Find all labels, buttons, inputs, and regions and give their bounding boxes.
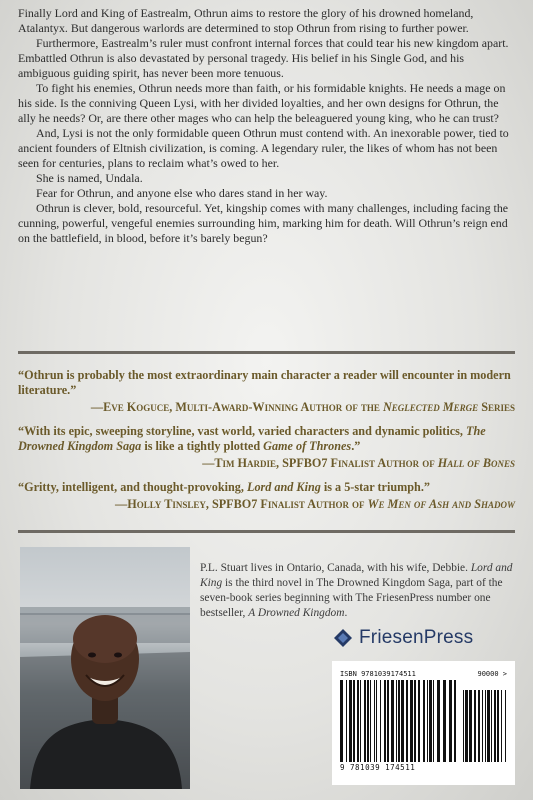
attribution-title: We Men of Ash and Shadow	[367, 497, 515, 511]
bio-text: P.L. Stuart lives in Ontario, Canada, with his wife, Debbie.	[200, 562, 471, 574]
attribution-part: —Holly Tinsley, SPFBO7 Finalist Author of	[115, 497, 368, 511]
quote-text-part: “With its epic, sweeping storyline, vast world, varied characters and dynamic politics,	[18, 424, 466, 438]
bio-book-title: Lord and King	[200, 562, 513, 589]
attribution-part: —Tim Hardie, SPFBO7 Finalist Author of	[202, 456, 438, 470]
quote-text	[18, 368, 515, 398]
blurb-paragraph: Fear for Othrun, and anyone else who dares stand in her way.	[36, 186, 328, 200]
quote-text	[18, 424, 515, 454]
quote-title: The Drowned Kingdom Saga	[18, 424, 486, 453]
publisher-name: FriesenPress	[359, 627, 474, 648]
author-photo	[20, 547, 190, 789]
blurb-paragraph: She is named, Undala.	[36, 171, 143, 185]
blurb-paragraph: And, Lysi is not the only formidable queen Othrun must contend with. An inexorable power, tied to ancient founders of Eltnish civilization, is coming. A legendary ruler, the likes of whom has not been seen for centuries, plans to reclaim what’s owed to her.	[18, 126, 509, 170]
attribution-title: Neglected Merge	[382, 400, 479, 414]
addon-barcode-icon	[463, 690, 507, 762]
divider-rule	[18, 530, 515, 533]
quote-attribution	[18, 456, 515, 471]
attribution-title: Hall of Bones	[437, 456, 515, 470]
isbn-barcode	[332, 661, 515, 785]
friesenpress-diamond-icon	[333, 628, 353, 648]
review-quote	[18, 424, 515, 471]
review-quote	[18, 480, 515, 512]
publisher-logo	[333, 623, 483, 653]
isbn-header	[340, 670, 507, 678]
quote-title: Game of Thrones	[263, 439, 352, 453]
blurb-paragraph: To fight his enemies, Othrun needs more than faith, or his formidable knights. He needs a mage on his side. Is the conniving Queen Lysi, with her divided loyalties, and her own designs for Othrun, the ally he needs? Or, are there other mages who can help the beleaguered young king, who he can trust?	[18, 81, 506, 125]
quote-text-part: “Gritty, intelligent, and thought-provoking,	[18, 480, 247, 494]
blurb-paragraph: Furthermore, Eastrealm’s ruler must confront internal forces that could tear his new kingdom apart. Embattled Othrun is also devastated by personal tragedy. His belief in his Single God, and his ambiguous guiding spirit, has never been more tenuous.	[18, 36, 509, 80]
quote-text-part: is like a tightly plotted	[141, 439, 264, 453]
blurb-paragraph: Othrun is clever, bold, resourceful. Yet, kingship comes with many challenges, including facing the cunning, powerful, vengeful enemies surrounding him, marking him for death. Will Othrun’s reign end on the battlefield, in blood, before it’s barely begun?	[18, 201, 509, 245]
isbn-label: ISBN 9781039174511	[340, 670, 416, 678]
author-portrait-icon	[20, 547, 190, 789]
price-code: 90000 >	[477, 670, 507, 678]
quote-text-part: .”	[351, 439, 361, 453]
divider-rule	[18, 351, 515, 354]
ean-barcode-icon	[340, 680, 456, 762]
attribution-part: —Eve Koguce, Multi-Award-Winning Author of the	[90, 400, 383, 414]
quote-attribution	[18, 400, 515, 415]
bio-text: .	[344, 607, 348, 619]
review-quote	[18, 368, 515, 415]
quote-text-part: is a 5-star triumph.”	[320, 480, 430, 494]
quote-title: Lord and King	[247, 480, 321, 494]
blurb-paragraph: Finally Lord and King of Eastrealm, Othrun aims to restore the glory of his drowned homeland, Atalantyx. But dangerous warlords are determined to stop Othrun from rising to further power.	[18, 6, 474, 35]
barcode-bars	[340, 680, 507, 762]
quote-attribution	[18, 497, 515, 512]
back-cover-blurb	[18, 6, 518, 246]
quote-text	[18, 480, 515, 495]
attribution-part: Series	[478, 400, 515, 414]
author-bio	[200, 561, 520, 621]
quote-text-part: “Othrun is probably the most extraordinary main character a reader will encounter in modern literature.”	[18, 368, 511, 397]
barcode-digits: 9 781039 174511	[340, 763, 416, 772]
review-quotes	[18, 368, 515, 521]
bio-first-book-title: A Drowned Kingdom	[248, 607, 345, 619]
bio-text: is the third novel in The Drowned Kingdom Saga, part of the seven-book series beginning with The FriesenPress number one bestseller,	[200, 577, 503, 619]
